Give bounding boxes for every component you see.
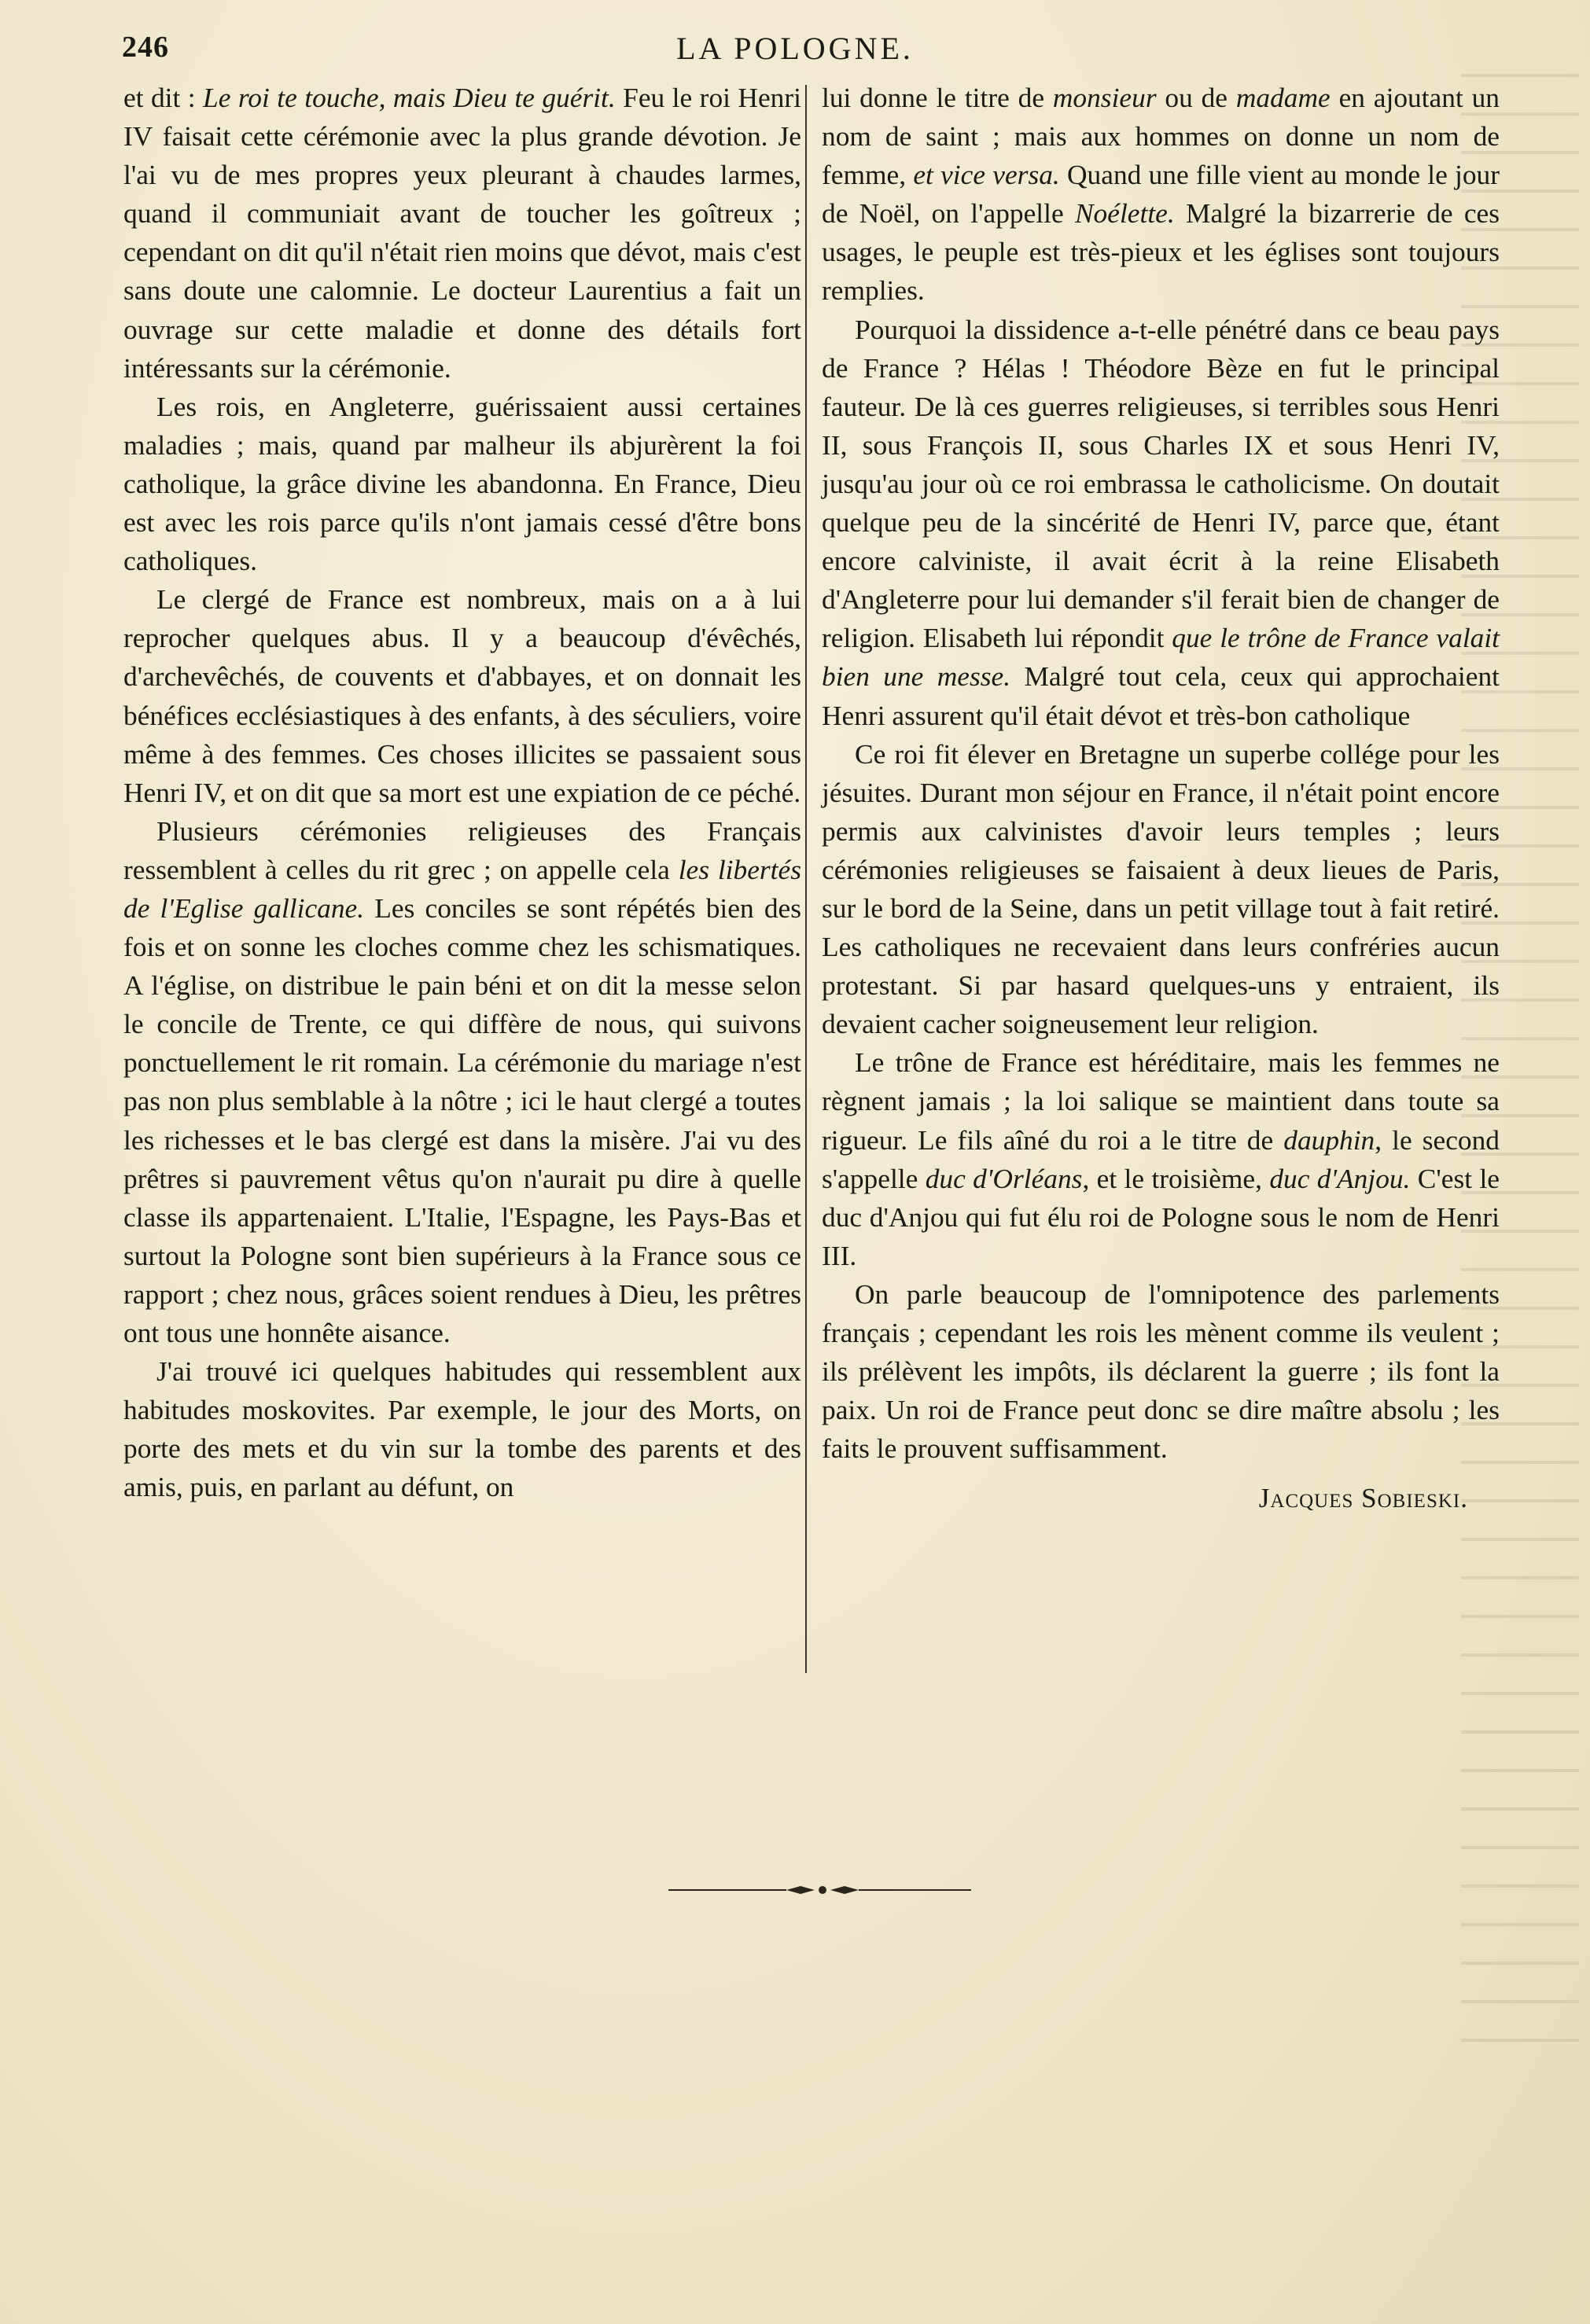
text-run: Feu le roi Henri IV faisait cette cérémonie avec la plus grande dévotion. Je l'ai vu de mes propres yeux pleurant à chaudes larmes, quand il communiait avant de toucher les goîtreux ; cependant on dit qu'il n'était rien moins que dévot, mais c'est sans doute une calomnie. Le docteur Laurentius a fait un ouvrage sur cette maladie et donne des détails fort intéressants sur la cérémonie. (123, 82, 801, 384)
end-ornament (668, 1883, 971, 1897)
text-run: Malgré tout cela, ceux qui approchaient Henri assurent qu'il était dévot et très-bon catholique (822, 660, 1500, 731)
italic-text: les libertés de l'Eglise gallicane. (123, 853, 801, 924)
text-run: , et le troisième, (1082, 1162, 1270, 1194)
italic-text: duc d'Orléans (925, 1162, 1083, 1194)
paragraph (822, 1275, 1500, 1468)
text-run: C'est le duc d'Anjou qui fut élu roi de Pologne sous le nom de Henri III. (822, 1162, 1500, 1271)
text-run: On parle beaucoup de l'omnipotence des parlements français ; cependant les rois les mènent comme ils veulent ; ils prélèvent les impôts, ils déclarent la guerre ; ils font la paix. Un roi de France peut donc se dire maître absolu ; les faits le prouvent suffisamment. (822, 1278, 1500, 1465)
left-column (123, 79, 801, 1506)
text-run: Malgré la bizarrerie de ces usages, le peuple est très-pieux et les églises sont toujours remplies. (822, 197, 1500, 307)
paragraph (822, 735, 1500, 1044)
text-run: Les rois, en Angleterre, guérissaient aussi certaines maladies ; mais, quand par malheur ils abjurèrent la foi catholique, la grâce divine les abandonna. En France, Dieu est avec les rois parce qu'ils n'ont jamais cessé d'être bons catholiques. (123, 390, 801, 577)
author-signature: Jacques Sobieski. (1258, 1483, 1468, 1514)
text-run: Plusieurs cérémonies religieuses des Français ressemblent à celles du rit grec ; on appelle cela (123, 815, 801, 885)
text-run: J'ai trouvé ici quelques habitudes qui ressemblent aux habitudes moskovites. Par exemple, le jour des Morts, on porte des mets et du vin sur la tombe des parents et des amis, puis, en parlant au défunt, on (123, 1355, 801, 1503)
italic-text: que le trône de France valait bien une messe. (822, 622, 1500, 693)
paragraph (123, 1352, 801, 1506)
page-number: 246 (122, 31, 169, 64)
text-run: Quand une fille vient au monde le jour de Noël, on l'appelle (822, 159, 1500, 230)
text-run: lui donne le titre de (822, 82, 1053, 113)
italic-text: et vice versa. (913, 159, 1060, 191)
paragraph (822, 79, 1500, 311)
italic-text: madame (1235, 82, 1331, 113)
text-run: Les conciles se sont répétés bien des fois et on sonne les cloches comme chez les schismatiques. A l'église, on distribue le pain béni et on dit la messe selon le concile de Trente, ce qui diffère de nous, qui suivons ponctuellement le rit romain. La cérémonie du mariage n'est pas non plus semblable à la nôtre ; ici le haut clergé a toutes les richesses et le bas clergé est dans la misère. J'ai vu des prêtres si pauvrement vêtus qu'on n'aurait pu dire à quelle classe ils appartenaient. L'Italie, l'Espagne, les Pays-Bas et surtout la Pologne sont bien supérieurs à la France sous ce rapport ; chez nous, grâces soient rendues à Dieu, les prêtres ont tous une honnête aisance. (123, 892, 801, 1348)
paragraph (123, 812, 801, 1352)
text-run: Le trône de France est héréditaire, mais les femmes ne règnent jamais ; la loi salique se maintient dans toute sa rigueur. Le fils aîné du roi a le titre de (822, 1046, 1500, 1156)
text-run: , le second s'appelle (822, 1123, 1500, 1194)
italic-text: monsieur (1052, 82, 1157, 113)
text-run: Ce roi fit élever en Bretagne un superbe collége pour les jésuites. Durant mon séjour en France, il n'était point encore permis aux calvinistes d'avoir leurs temples ; leurs cérémonies religieuses se faisaient à deux lieues de Paris, sur le bord de la Seine, dans un petit village tout à fait retiré. Les catholiques ne recevaient dans leurs confréries aucun protestant. Si par hasard quelques-uns y entraient, ils devaient cacher soigneusement leur religion. (822, 737, 1500, 1040)
paragraph (822, 311, 1500, 735)
italic-text: Noélette. (1074, 197, 1175, 230)
running-title: LA POLOGNE. (676, 31, 914, 66)
italic-text: Le roi te touche, mais Dieu te guérit. (203, 82, 616, 113)
text-run: en ajoutant un nom de saint ; mais aux hommes on donne un nom de femme, (822, 82, 1500, 191)
paragraph (123, 580, 801, 812)
paragraph (123, 79, 801, 388)
text-run: Pourquoi la dissidence a-t-elle pénétré dans ce beau pays de France ? Hélas ! Théodore Bèze en fut le principal fauteur. De là ces guerres religieuses, si terribles sous Henri II, sous François II, sous Charles IX et sous Henri IV, jusqu'au jour où ce roi embrassa le catholicisme. On doutait quelque peu de la sincérité de Henri IV, parce que, étant encore calviniste, il avait écrit à la reine Elisabeth d'Angleterre pour lui demander s'il ferait bien de changer de religion. Elisabeth lui répondit (822, 313, 1500, 654)
paragraph (123, 388, 801, 580)
text-run: et dit : (123, 82, 204, 113)
paragraph (822, 1043, 1500, 1275)
page-header (0, 30, 1590, 69)
right-column (822, 79, 1500, 1517)
italic-text: duc d'Anjou. (1269, 1162, 1411, 1194)
text-run: ou de (1156, 82, 1236, 113)
italic-text: dauphin (1283, 1123, 1375, 1156)
text-run: Le clergé de France est nombreux, mais on a à lui reprocher quelques abus. Il y a beaucoup d'évêchés, d'archevêchés, de couvents et d'abbayes, et on donnait les bénéfices ecclésiastiques à des enfants, à des séculiers, voire même à des femmes. Ces choses illicites se passaient sous Henri IV, et on dit que sa mort est une expiation de ce péché. (123, 583, 801, 808)
column-rule (805, 85, 807, 1673)
